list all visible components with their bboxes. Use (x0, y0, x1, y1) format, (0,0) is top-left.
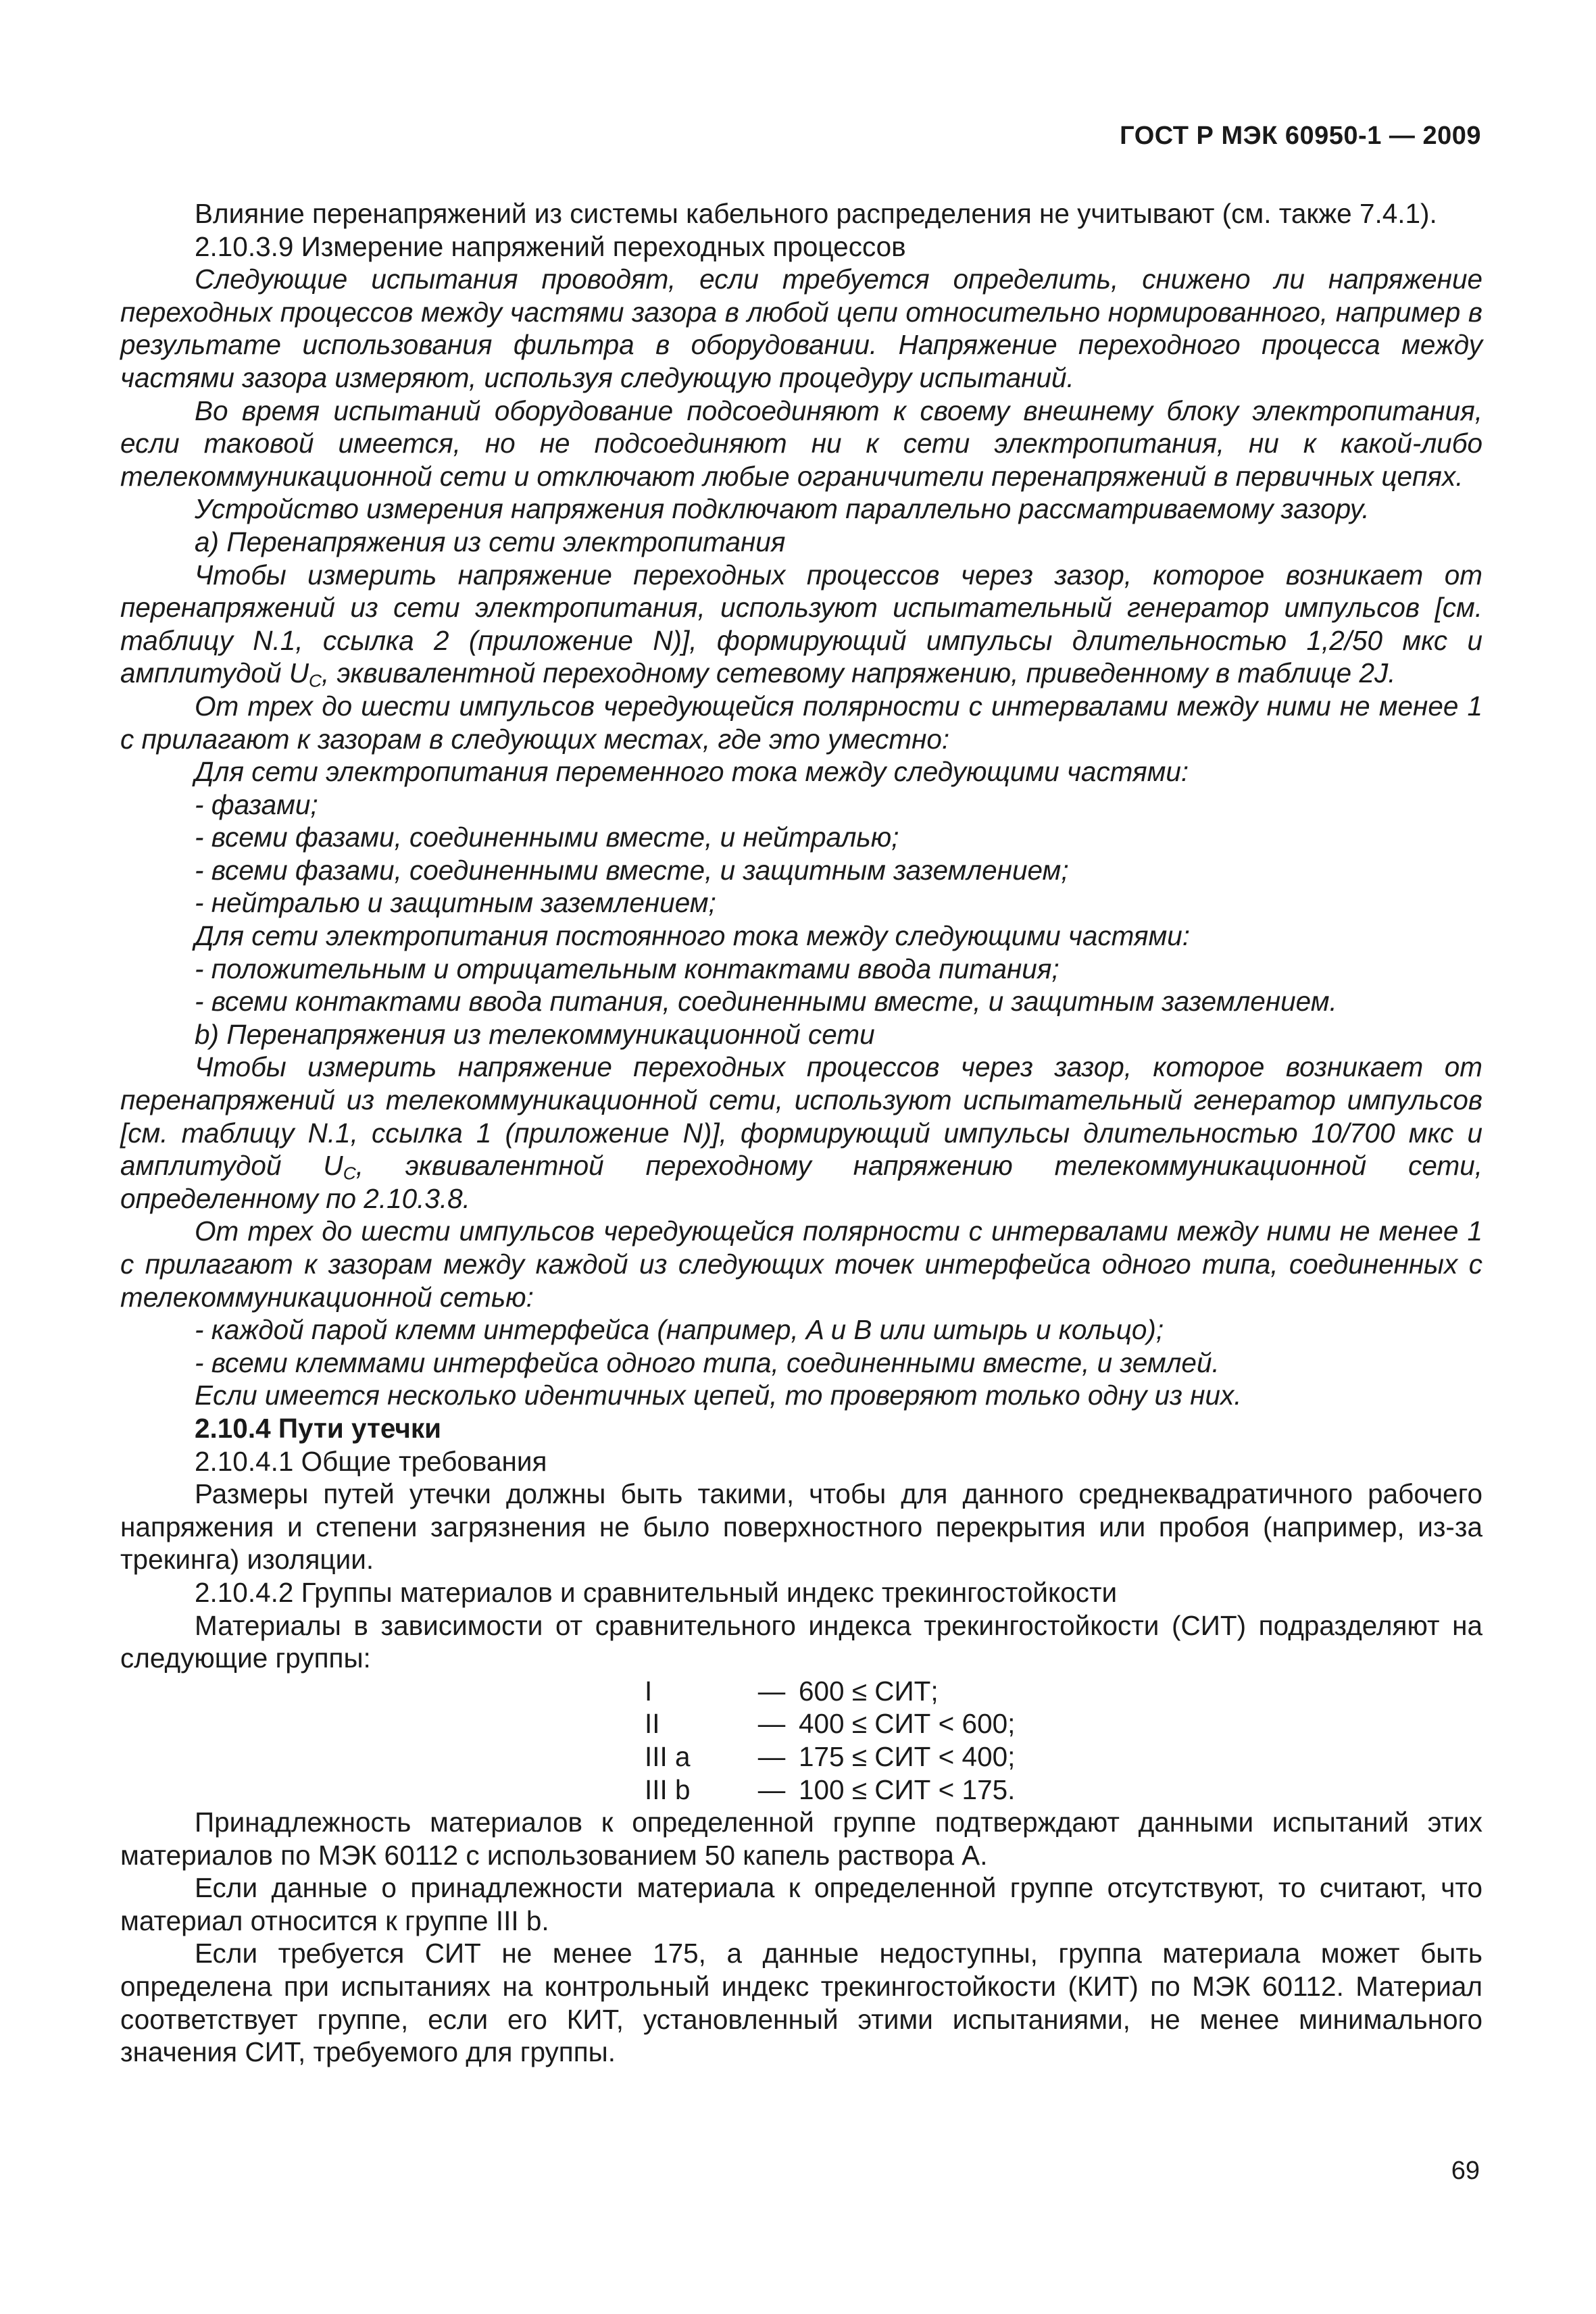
group-range: 175 ≤ СИТ < 400; (799, 1740, 1016, 1772)
paragraph: Влияние перенапряжений из системы кабельного распределения не учитывают (см. также 7.4.1). (195, 198, 1437, 229)
text-run: Чтобы измерить напряжение переходных процессов через зазор, которое возникает от перенапряжений из сети электропитания, используют испытательный генератор импульсов [см. таблицу N.1, ссылка 2 (приложение N)], формирующий импульсы длительностью 1,2/50 мкс и амплитудой U (120, 559, 1482, 689)
paragraph: Материалы в зависимости от сравнительного индекса трекингостойкости (СИТ) подразделяют на следующие группы: (120, 1609, 1482, 1674)
paragraph: Если требуется СИТ не менее 175, а данные недоступны, группа материала может быть определена при испытаниях на контрольный индекс трекингостойкости (КИТ) по МЭК 60112. Материал соответствует группе, если его КИТ, установленный этими испытаниями, не менее минимального значения СИТ, требуемого для группы. (120, 1938, 1482, 2068)
list-item: - нейтралью и защитным заземлением; (195, 887, 716, 919)
paragraph: Во время испытаний оборудование подсоединяют к своему внешнему блоку электропитания, если таковой имеется, но не подсоединяют ни к сети электропитания, ни к какой-либо телекоммуникационной сети и отключают любые ограничители перенапряжений в первичных цепях. (120, 395, 1482, 492)
group-code: I (645, 1675, 653, 1707)
section-heading: 2.10.3.9 Измерение напряжений переходных процессов (195, 230, 906, 262)
paragraph: От трех до шести импульсов чередующейся полярности с интервалами между ними не менее 1 с прилагают к зазорам между каждой из следующих точек интерфейса одного типа, соединенных с телекоммуникационной сетью: (120, 1215, 1482, 1313)
group-dash: — (757, 1708, 786, 1740)
subscript: C (343, 1163, 356, 1184)
document-body (120, 197, 1482, 2069)
paragraph: Устройство измерения напряжения подключают параллельно рассматриваемому зазору. (195, 493, 1370, 525)
group-code: II (645, 1708, 660, 1740)
text-run: , эквивалентной переходному сетевому напряжению, приведенному в таблице 2J. (322, 657, 1396, 689)
group-range: 600 ≤ СИТ; (799, 1675, 939, 1707)
subheading: b) Перенапряжения из телекоммуникационной сети (195, 1018, 875, 1050)
paragraph: Для сети электропитания постоянного тока между следующими частями: (195, 920, 1191, 952)
group-dash: — (757, 1675, 786, 1707)
paragraph: Размеры путей утечки должны быть такими, чтобы для данного среднеквадратичного рабочего напряжения и степени загрязнения не было поверхностного перекрытия или пробоя (например, из-за трекинга) изоляции. (120, 1478, 1482, 1576)
group-range: 100 ≤ СИТ < 175. (799, 1774, 1016, 1805)
list-item: - всеми клеммами интерфейса одного типа, соединенными вместе, и землей. (195, 1347, 1220, 1378)
text-run: Чтобы измерить напряжение переходных процессов через зазор, которое возникает от перенапряжений из телекоммуникационной сети, используют испытательный генератор импульсов [см. таблицу N.1, ссылка 1 (приложение N)], формирующий импульсы длительностью 10/700 мкс и амплитудой U (120, 1051, 1482, 1182)
subheading: а) Перенапряжения из сети электропитания (195, 526, 786, 557)
subsection-heading: 2.10.4.1 Общие требования (195, 1445, 547, 1477)
paragraph (120, 559, 1482, 690)
group-row (120, 1774, 1482, 1807)
group-dash: — (757, 1774, 786, 1805)
list-item: - всеми контактами ввода питания, соединенными вместе, и защитным заземлением. (195, 986, 1337, 1017)
group-row (120, 1740, 1482, 1774)
section-heading: 2.10.4 Пути утечки (195, 1412, 442, 1444)
group-row (120, 1707, 1482, 1740)
paragraph (120, 1051, 1482, 1215)
list-item: - всеми фазами, соединенными вместе, и защитным заземлением; (195, 854, 1069, 886)
list-item: - каждой парой клемм интерфейса (например, A и B или штырь и кольцо); (195, 1314, 1164, 1346)
page-number: 69 (1451, 2157, 1480, 2185)
paragraph: Если имеется несколько идентичных цепей, то проверяют только одну из них. (195, 1380, 1242, 1411)
paragraph: Следующие испытания проводят, если требуется определить, снижено ли напряжение переходных процессов между частями зазора в любой цепи относительно нормированного, например в результате использования фильтра в оборудовании. Напряжение переходного процесса между частями зазора измеряют, используя следующую процедуру испытаний. (120, 263, 1482, 393)
group-dash: — (757, 1740, 786, 1772)
material-groups-list (120, 1675, 1482, 1806)
paragraph: Для сети электропитания переменного тока между следующими частями: (195, 756, 1189, 788)
group-code: III a (645, 1740, 691, 1772)
list-item: - положительным и отрицательным контактами ввода питания; (195, 953, 1059, 984)
group-row (120, 1675, 1482, 1708)
subscript: C (308, 670, 322, 691)
paragraph: Если данные о принадлежности материала к определенной группе отсутствуют, то считают, что материал относится к группе III b. (120, 1872, 1482, 1936)
subsection-heading: 2.10.4.2 Группы материалов и сравнительный индекс трекингостойкости (195, 1576, 1118, 1608)
standard-code-header: ГОСТ Р МЭК 60950-1 — 2009 (1120, 122, 1481, 150)
text-run: , эквивалентной переходному напряжению телекоммуникационной сети, определенному по 2.10.3.8. (120, 1150, 1482, 1214)
group-range: 400 ≤ СИТ < 600; (799, 1708, 1016, 1740)
paragraph: Принадлежность материалов к определенной группе подтверждают данными испытаний этих материалов по МЭК 60112 с использованием 50 капель раствора А. (120, 1807, 1482, 1871)
paragraph: От трех до шести импульсов чередующейся полярности с интервалами между ними не менее 1 с прилагают к зазорам в следующих местах, где это уместно: (120, 690, 1482, 755)
list-item: - фазами; (195, 788, 318, 820)
group-code: III b (645, 1774, 691, 1805)
list-item: - всеми фазами, соединенными вместе, и нейтралью; (195, 822, 899, 853)
